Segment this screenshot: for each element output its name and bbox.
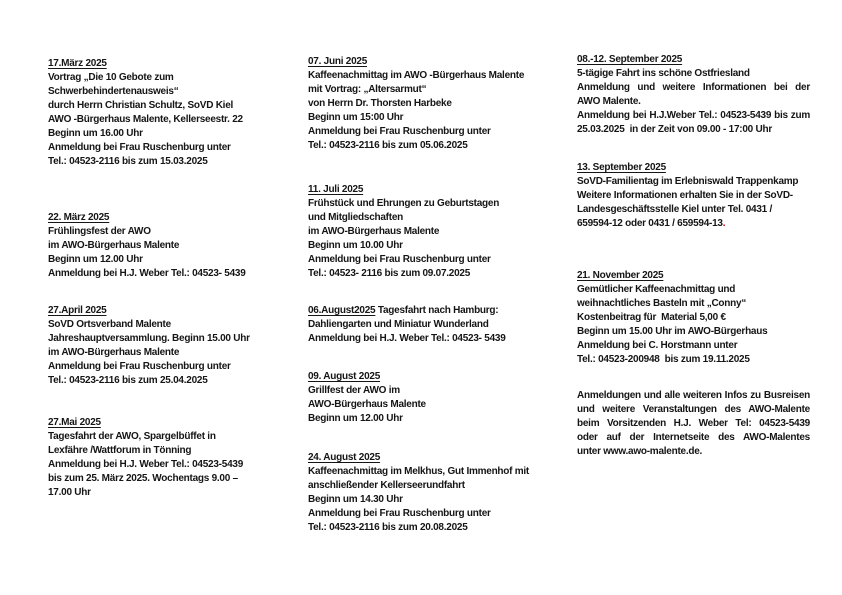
event-line: Kaffeenachmittag im Melkhus, Gut Immenhof mit: [308, 466, 530, 477]
event-08-12-september-2025: [577, 53, 810, 137]
event-line: Dahliengarten und Miniatur Wunderland: [308, 319, 489, 330]
event-line: Jahreshauptversammlung. Beginn 15.00 Uhr: [48, 333, 250, 344]
event-line: 17.00 Uhr: [48, 487, 91, 498]
event-line: anschließender Kellerseerundfahrt: [308, 480, 465, 491]
event-22-maerz-2025: [48, 211, 263, 281]
event-line: SoVD-Familientag im Erlebniswald Trappenkamp: [577, 176, 799, 187]
event-line: Beginn um 12.00 Uhr: [308, 413, 403, 424]
event-date: 08.-12. September 2025: [577, 54, 683, 65]
event-date: 22. März 2025: [48, 212, 110, 223]
info-line: oder auf der Internetseite des AWO-Malentes: [577, 432, 810, 443]
event-line: Vortrag „Die 10 Gebote zum: [48, 72, 174, 83]
event-11-juli-2025: [308, 183, 548, 281]
event-line: Anmeldung bei Frau Ruschenburg unter: [48, 361, 231, 372]
event-line: Tel.: 04523- 2116 bis zum 09.07.2025: [308, 268, 471, 279]
event-date: 24. August 2025: [308, 452, 381, 463]
event-line: im AWO-Bürgerhaus Malente: [308, 226, 440, 237]
column-2: [308, 55, 548, 535]
event-line: Frühstück und Ehrungen zu Geburtstagen: [308, 198, 500, 209]
event-line-with-red-period: [577, 217, 810, 231]
event-line: und Mitgliedschaften: [308, 212, 403, 223]
event-line: Landesgeschäftsstelle Kiel unter Tel. 0431 /: [577, 204, 773, 215]
column-3: [577, 53, 810, 459]
event-06-august-2025: [308, 304, 548, 346]
event-line: Beginn um 10.00 Uhr: [308, 240, 403, 251]
event-line: Kostenbeitrag für Material 5,00 €: [577, 312, 726, 323]
event-line: Lexfähre /Wattforum in Tönning: [48, 445, 192, 456]
event-line: Anmeldung bei H.J.Weber Tel.: 04523-5439 bis zum: [577, 110, 810, 121]
event-line: im AWO-Bürgerhaus Malente: [48, 240, 180, 251]
info-line: und weitere Veranstaltungen des AWO-Malente: [577, 404, 810, 415]
event-line: Beginn um 15.00 Uhr im AWO-Bürgerhaus: [577, 326, 768, 337]
event-line: Anmeldung bei Frau Ruschenburg unter: [308, 508, 491, 519]
event-line: Grillfest der AWO im: [308, 385, 400, 396]
event-date: 27.Mai 2025: [48, 417, 101, 428]
event-line: Beginn um 14.30 Uhr: [308, 494, 403, 505]
event-date: 09. August 2025: [308, 371, 381, 382]
event-27-april-2025: [48, 304, 263, 388]
event-21-november-2025: [577, 269, 810, 367]
event-line-text: 659594-12 oder 0431 / 659594-13: [577, 218, 723, 229]
event-line: Anmeldung bei Frau Ruschenburg unter: [308, 126, 491, 137]
event-line: Anmeldung bei H.J. Weber Tel.: 04523-5439: [48, 459, 244, 470]
event-date-line: [308, 304, 548, 318]
event-line: AWO-Bürgerhaus Malente: [308, 399, 426, 410]
event-line: von Herrn Dr. Thorsten Harbeke: [308, 98, 452, 109]
event-27-mai-2025: [48, 416, 263, 500]
event-line: 5-tägige Fahrt ins schöne Ostfriesland: [577, 68, 750, 79]
event-date: 17.März 2025: [48, 58, 107, 69]
event-line: Anmeldung und weitere Informationen bei der: [577, 82, 810, 93]
event-line: AWO -Bürgerhaus Malente, Kellerseestr. 22: [48, 114, 243, 125]
event-line: Beginn um 12.00 Uhr: [48, 254, 143, 265]
event-line: Kaffeenachmittag im AWO -Bürgerhaus Malente: [308, 70, 525, 81]
event-line: Gemütlicher Kaffeenachmittag und: [577, 284, 736, 295]
event-date: 21. November 2025: [577, 270, 664, 281]
info-line-website: unter www.awo-malente.de.: [577, 446, 703, 457]
event-line: Anmeldung bei H.J. Weber Tel.: 04523- 5439: [308, 333, 506, 344]
event-line: Anmeldung bei Frau Ruschenburg unter: [308, 254, 491, 265]
event-date: 27.April 2025: [48, 305, 107, 316]
event-line: Frühlingsfest der AWO: [48, 226, 151, 237]
event-line: Tel.: 04523-2116 bis zum 20.08.2025: [308, 522, 468, 533]
event-line: im AWO-Bürgerhaus Malente: [48, 347, 180, 358]
general-info-paragraph: [577, 389, 810, 459]
event-line: Weitere Informationen erhalten Sie in der SoVD-: [577, 190, 793, 201]
event-date: 11. Juli 2025: [308, 184, 364, 195]
event-line: SoVD Ortsverband Malente: [48, 319, 171, 330]
event-line: Schwerbehindertenausweis“: [48, 86, 179, 97]
event-24-august-2025: [308, 451, 548, 535]
event-line: 25.03.2025 in der Zeit von 09.00 - 17:00 Uhr: [577, 124, 772, 135]
event-line: AWO Malente.: [577, 96, 641, 107]
event-line: weihnachtliches Basteln mit „Conny“: [577, 298, 747, 309]
info-line: beim Vorsitzenden H.J. Weber Tel: 04523-5439: [577, 418, 810, 429]
info-line: Anmeldungen und alle weiteren Infos zu Busreisen: [577, 390, 810, 401]
event-line: Beginn um 15:00 Uhr: [308, 112, 404, 123]
event-date: 06.August2025: [308, 305, 376, 316]
event-line: bis zum 25. März 2025. Wochentags 9.00 –: [48, 473, 238, 484]
event-line: Anmeldung bei Frau Ruschenburg unter: [48, 142, 231, 153]
event-date: 07. Juni 2025: [308, 56, 368, 67]
event-line: Tagesfahrt der AWO, Spargelbüffet in: [48, 431, 216, 442]
event-09-august-2025: [308, 370, 548, 426]
event-17-maerz-2025: [48, 57, 263, 169]
red-period: .: [722, 218, 726, 229]
event-line: mit Vortrag: „Altersarmut“: [308, 84, 427, 95]
event-line: Anmeldung bei H.J. Weber Tel.: 04523- 5439: [48, 268, 246, 279]
event-line: Tel.: 04523-200948 bis zum 19.11.2025: [577, 354, 750, 365]
column-1: [48, 57, 263, 500]
event-line: Tel.: 04523-2116 bis zum 25.04.2025: [48, 375, 208, 386]
event-line: Tel.: 04523-2116 bis zum 15.03.2025: [48, 156, 208, 167]
event-line: Tel.: 04523-2116 bis zum 05.06.2025: [308, 140, 468, 151]
event-line: Beginn um 16.00 Uhr: [48, 128, 143, 139]
event-line: Anmeldung bei C. Horstmann unter: [577, 340, 738, 351]
event-date-suffix: Tagesfahrt nach Hamburg:: [375, 305, 499, 316]
event-date: 13. September 2025: [577, 162, 666, 173]
event-line: durch Herrn Christian Schultz, SoVD Kiel: [48, 100, 234, 111]
event-07-juni-2025: [308, 55, 548, 153]
event-13-september-2025: [577, 161, 810, 231]
